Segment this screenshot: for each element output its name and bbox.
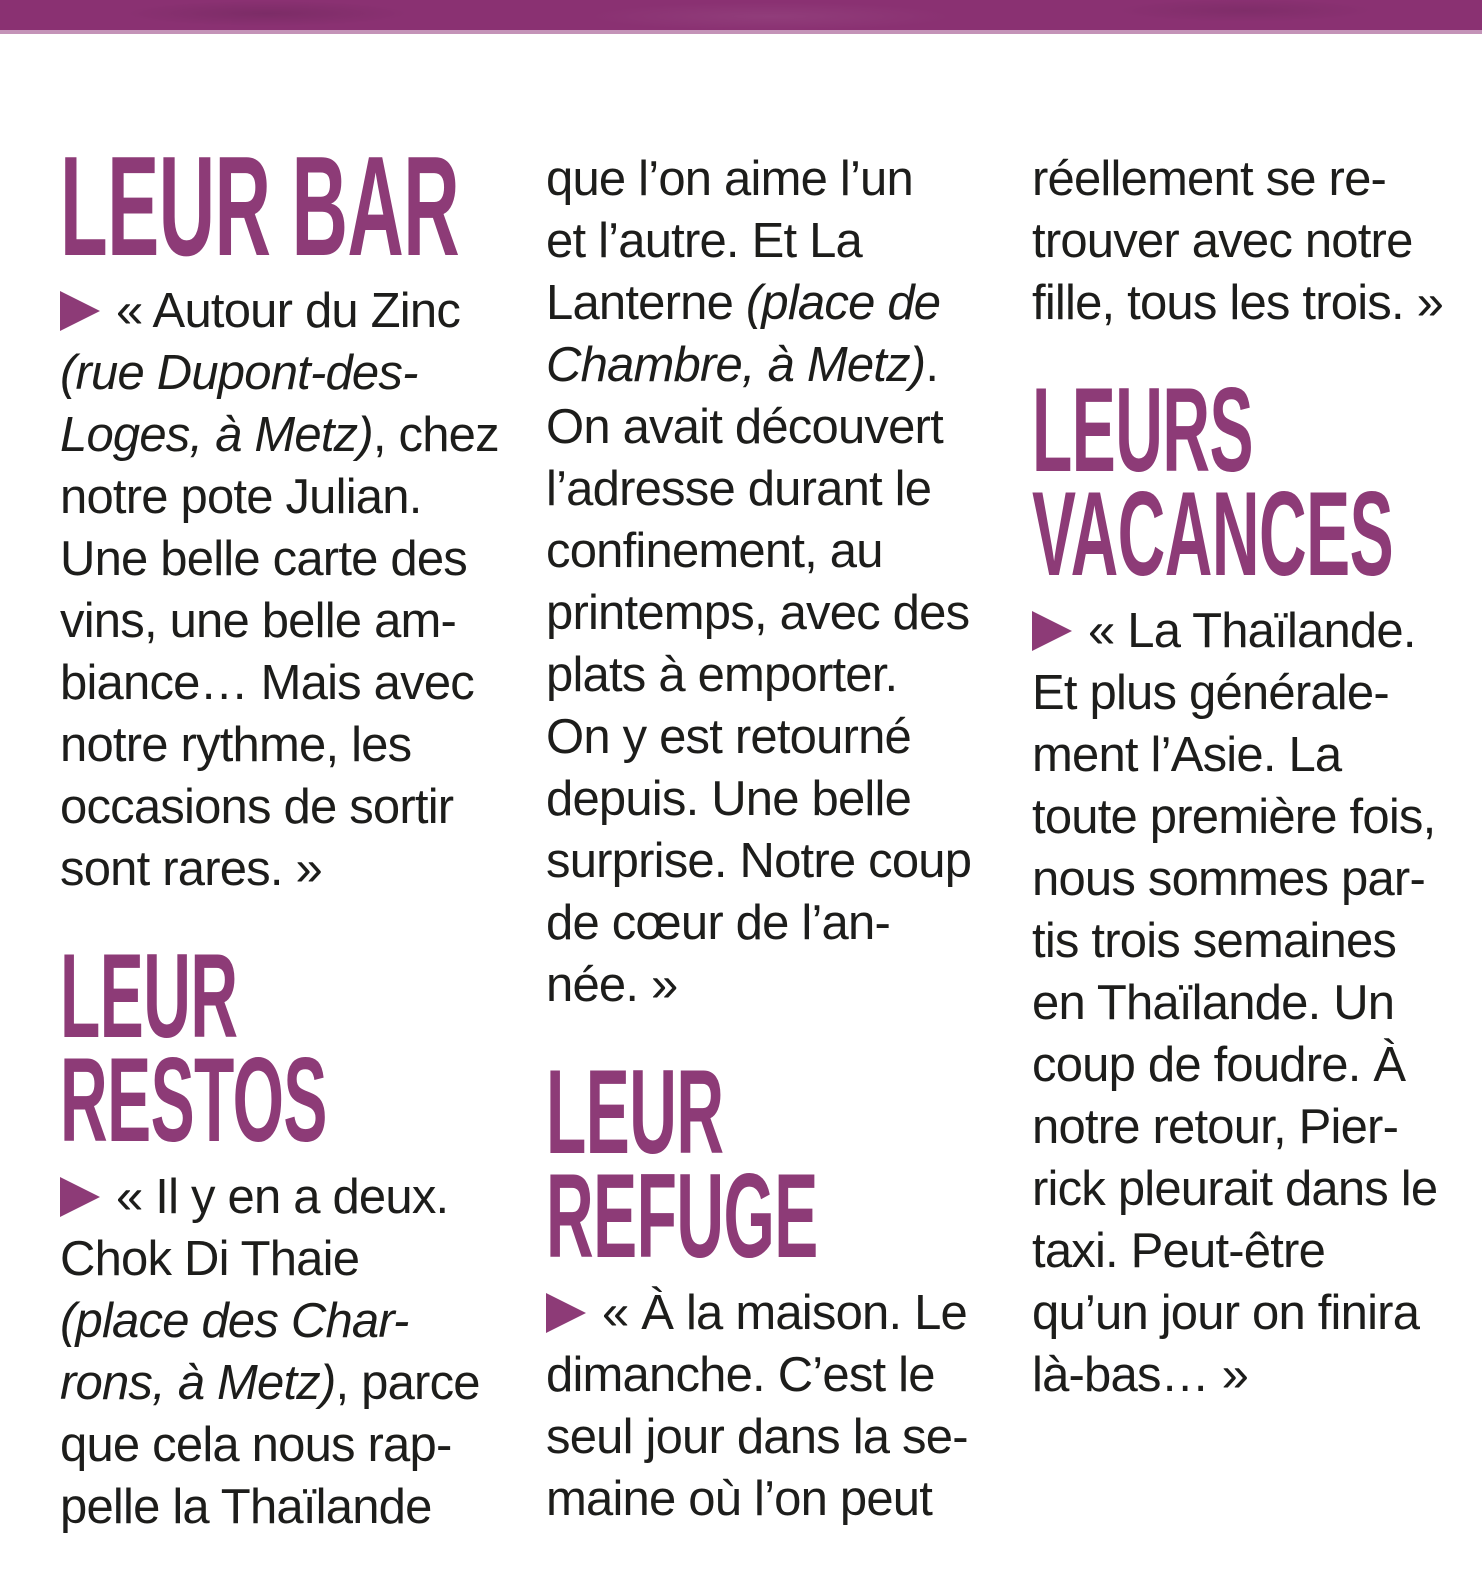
heading-line: REFUGE — [546, 1149, 818, 1283]
text-line — [60, 342, 490, 404]
text-segment: toute première fois, — [1032, 790, 1436, 844]
text-segment: vins, une belle am- — [60, 594, 457, 648]
text-line — [546, 1282, 976, 1344]
text-segment: seul jour dans la se- — [546, 1410, 968, 1464]
text-segment: tis trois semaines — [1032, 914, 1397, 968]
text-line — [546, 272, 976, 334]
text-line — [1032, 1282, 1462, 1344]
text-segment: maine où l’on peut — [546, 1472, 933, 1526]
text-line — [60, 404, 499, 466]
text-segment: , chez — [372, 408, 499, 462]
text-line — [1032, 910, 1462, 972]
text-line — [60, 714, 490, 776]
text-line — [60, 838, 490, 900]
text-segment: née. » — [546, 958, 678, 1012]
text-line — [546, 210, 976, 272]
paragraph — [1032, 600, 1462, 1406]
text-line — [60, 590, 490, 652]
text-line — [1032, 662, 1462, 724]
heading-line: LEUR — [546, 1045, 724, 1179]
paragraph — [60, 280, 499, 900]
text-segment: rons, à Metz) — [60, 1356, 336, 1410]
text-segment: confinement, au — [546, 524, 883, 578]
text-segment: en Thaïlande. Un — [1032, 976, 1395, 1030]
text-segment: que cela nous rap- — [60, 1418, 452, 1472]
text-line — [60, 1228, 490, 1290]
text-line — [60, 1352, 490, 1414]
article-column — [546, 148, 976, 1538]
text-line — [1032, 272, 1462, 334]
text-line — [60, 1414, 490, 1476]
text-line — [546, 396, 976, 458]
text-line — [60, 528, 490, 590]
text-line — [546, 520, 976, 582]
section-heading — [60, 929, 327, 1167]
text-segment: Lanterne — [546, 276, 746, 330]
text-segment: Et plus générale- — [1032, 666, 1389, 720]
text-segment: coup de foudre. À — [1032, 1038, 1406, 1092]
bullet-arrow-icon — [546, 1293, 586, 1333]
heading-line: VACANCES — [1032, 467, 1394, 601]
text-line — [1032, 786, 1462, 848]
text-segment: et l’autre. Et La — [546, 214, 862, 268]
bullet-arrow-icon — [60, 291, 100, 331]
text-line — [1032, 1220, 1462, 1282]
text-line — [546, 1344, 976, 1406]
text-line — [546, 458, 976, 520]
article — [60, 127, 1462, 1538]
text-line — [60, 466, 490, 528]
text-segment: Loges, à Metz) — [60, 408, 373, 462]
text-line — [1032, 972, 1462, 1034]
text-segment: « Il y en a deux. — [116, 1170, 449, 1224]
text-segment: rick pleurait dans le — [1032, 1162, 1438, 1216]
section-heading — [546, 1045, 818, 1283]
text-line — [1032, 848, 1462, 910]
text-segment: depuis. Une belle — [546, 772, 912, 826]
text-line — [60, 1290, 490, 1352]
text-line — [1032, 1344, 1462, 1406]
text-segment: « Autour du Zinc — [116, 284, 461, 338]
section-heading — [1032, 363, 1394, 601]
text-segment: Chambre, à Metz) — [546, 338, 926, 392]
text-segment: qu’un jour on finira — [1032, 1286, 1420, 1340]
bullet-arrow-icon — [60, 1177, 100, 1217]
text-segment: . — [925, 338, 939, 392]
text-segment: occasions de sortir — [60, 780, 454, 834]
text-line — [546, 1406, 976, 1468]
text-line — [60, 280, 490, 342]
text-segment: de cœur de l’an- — [546, 896, 890, 950]
text-segment: ment l’Asie. La — [1032, 728, 1342, 782]
paragraph — [546, 148, 976, 1016]
text-line — [1032, 1034, 1462, 1096]
text-segment: taxi. Peut-être — [1032, 1224, 1326, 1278]
text-line — [1032, 148, 1462, 210]
text-segment: là-bas… » — [1032, 1348, 1249, 1402]
text-line — [1032, 1158, 1462, 1220]
text-line — [546, 892, 976, 954]
text-segment: (rue Dupont-des- — [60, 346, 418, 400]
text-line — [60, 652, 490, 714]
text-segment: l’adresse durant le — [546, 462, 932, 516]
text-line — [60, 776, 490, 838]
text-segment: « À la maison. Le — [602, 1286, 968, 1340]
text-segment: notre pote Julian. — [60, 470, 422, 524]
paragraph — [546, 1282, 976, 1530]
text-segment: notre rythme, les — [60, 718, 412, 772]
text-segment: printemps, avec des — [546, 586, 970, 640]
text-line — [1032, 1096, 1462, 1158]
text-line — [546, 334, 976, 396]
top-bar-edge — [0, 30, 1482, 34]
paragraph — [60, 1166, 490, 1538]
text-line — [546, 1468, 976, 1530]
heading-line: LEUR — [60, 929, 238, 1063]
text-segment: dimanche. C’est le — [546, 1348, 935, 1402]
text-segment: (place de — [745, 276, 941, 330]
text-segment: plats à emporter. — [546, 648, 898, 702]
text-segment: (place des Char- — [60, 1294, 409, 1348]
heading-line: RESTOS — [60, 1033, 327, 1167]
text-line — [1032, 210, 1462, 272]
article-column — [60, 127, 499, 1538]
text-line — [1032, 600, 1462, 662]
text-segment: On avait découvert — [546, 400, 943, 454]
text-segment: surprise. Notre coup — [546, 834, 972, 888]
article-column — [1032, 148, 1462, 1538]
paragraph — [1032, 148, 1462, 334]
text-segment: Une belle carte des — [60, 532, 467, 586]
text-segment: fille, tous les trois. » — [1032, 276, 1444, 330]
text-line — [546, 706, 976, 768]
text-segment: sont rares. » — [60, 842, 322, 896]
top-bar — [0, 0, 1482, 30]
text-line — [546, 148, 976, 210]
text-segment: trouver avec notre — [1032, 214, 1413, 268]
text-segment: pelle la Thaïlande — [60, 1480, 432, 1534]
text-segment: On y est retourné — [546, 710, 911, 764]
text-line — [546, 582, 976, 644]
text-line — [546, 954, 976, 1016]
text-segment: biance… Mais avec — [60, 656, 474, 710]
text-line — [546, 830, 976, 892]
heading-line: LEURS — [1032, 363, 1253, 497]
text-segment: « La Thaïlande. — [1088, 604, 1416, 658]
text-line — [546, 644, 976, 706]
text-line — [546, 768, 976, 830]
heading-line: LEUR BAR — [60, 127, 460, 286]
text-segment: réellement se re- — [1032, 152, 1387, 206]
bullet-arrow-icon — [1032, 611, 1072, 651]
text-segment: que l’on aime l’un — [546, 152, 913, 206]
section-heading — [60, 127, 460, 286]
text-line — [1032, 724, 1462, 786]
text-segment: Chok Di Thaie — [60, 1232, 360, 1286]
text-segment: notre retour, Pier- — [1032, 1100, 1399, 1154]
text-line — [60, 1476, 490, 1538]
text-line — [60, 1166, 490, 1228]
text-segment: nous sommes par- — [1032, 852, 1425, 906]
text-segment: , parce — [335, 1356, 480, 1410]
